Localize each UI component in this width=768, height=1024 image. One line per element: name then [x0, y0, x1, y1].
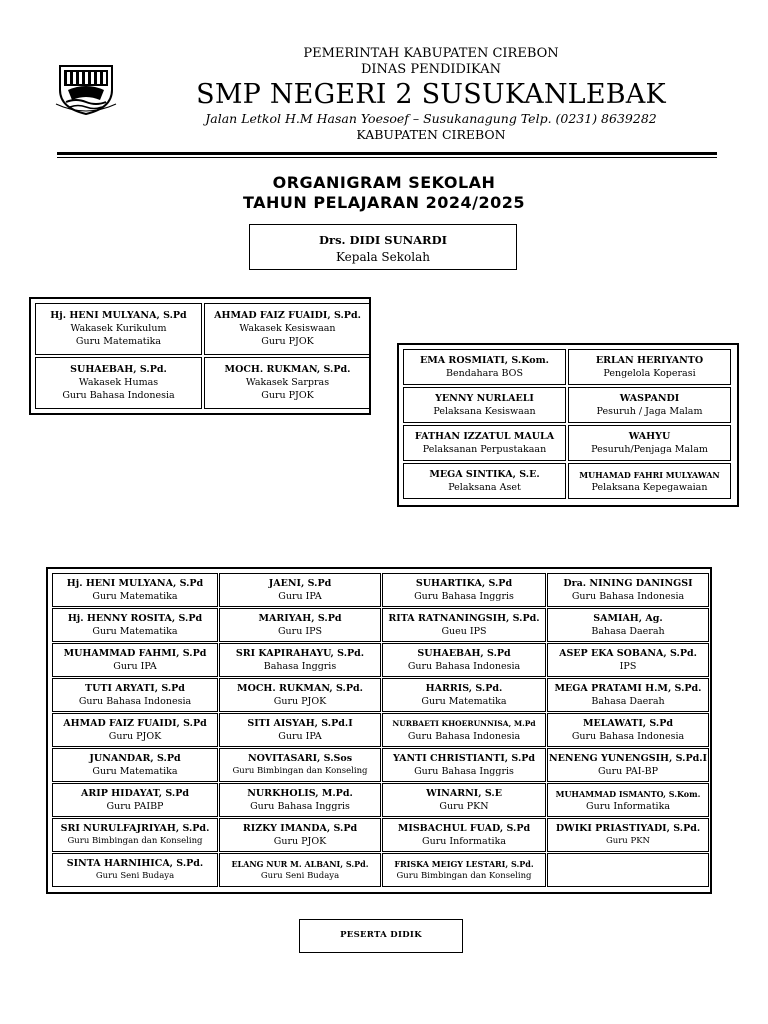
person-subject: Guru Matematika: [75, 336, 162, 347]
teacher-card: [219, 573, 381, 607]
person-role: Guru Matematika: [421, 695, 507, 707]
teacher-card: [52, 818, 218, 852]
person-role: Guru Matematika: [92, 765, 178, 777]
person-role: Guru Bahasa Indonesia: [78, 695, 192, 707]
person-role: Pelaksana Kesiswaan: [433, 405, 536, 417]
person-name: JUNANDAR, S.Pd: [89, 752, 181, 764]
person-name: SITI AISYAH, S.Pd.I: [247, 717, 353, 729]
person-role: Guru Bahasa Inggris: [250, 800, 350, 812]
person-subject: Guru PJOK: [261, 390, 314, 401]
person-role: Guru Bahasa Inggris: [414, 765, 514, 777]
teacher-card: [52, 608, 218, 642]
teacher-group: [46, 567, 712, 894]
person-role: Guru PKN: [439, 800, 489, 812]
teacher-card: [547, 713, 709, 747]
header-address: Jalan Letkol H.M Hasan Yoesoef – Susukanagung Telp. (0231) 8639282: [205, 111, 657, 126]
administration-staff-group: [397, 343, 739, 507]
person-name: NENENG YUNENGSIH, S.Pd.I: [548, 752, 707, 764]
person-role: Wakasek Kesiswaan: [239, 323, 336, 334]
person-role: Gueu IPS: [441, 625, 487, 637]
header-government: PEMERINTAH KABUPATEN CIREBON: [303, 46, 559, 61]
vice-principal-card: [35, 303, 202, 355]
person-name: AHMAD FAIZ FUAIDI, S.Pd.: [214, 310, 361, 321]
staff-card: [568, 387, 731, 423]
person-name: SUHAEBAH, S.Pd.: [70, 364, 167, 375]
header-divider-thin: [57, 157, 717, 158]
person-name: NOVITASARI, S.Sos: [247, 752, 353, 764]
person-name: RIZKY IMANDA, S.Pd: [242, 822, 358, 834]
teacher-card: [547, 783, 709, 817]
person-role: Wakasek Sarpras: [245, 377, 330, 388]
person-role: Bendahara BOS: [446, 367, 523, 379]
person-name: ELANG NUR M. ALBANI, S.Pd.: [231, 858, 369, 869]
teacher-card: [382, 748, 546, 782]
teacher-card: [52, 678, 218, 712]
person-name: Hj. HENNY ROSITA, S.Pd: [67, 612, 203, 624]
teacher-card: [382, 678, 546, 712]
person-role: Guru IPA: [278, 730, 322, 742]
teacher-card: [219, 818, 381, 852]
teacher-card: [382, 643, 546, 677]
person-role: Guru IPS: [277, 625, 323, 637]
person-role: Wakasek Kurikulum: [70, 323, 167, 334]
person-name: YANTI CHRISTIANTI, S.Pd: [392, 752, 536, 764]
person-name: RITA RATNANINGSIH, S.Pd.: [388, 612, 540, 624]
teacher-card: [547, 643, 709, 677]
header-regency: KABUPATEN CIREBON: [356, 127, 506, 142]
person-name: MUHAMMAD FAHMI, S.Pd: [63, 647, 207, 659]
person-role: Guru Bimbingan dan Konseling: [232, 765, 368, 776]
person-name: MUHAMAD FAHRI MULYAWAN: [579, 469, 720, 480]
person-name: EMA ROSMIATI, S.Kom.: [420, 354, 549, 366]
person-name: SAMIAH, Ag.: [593, 612, 663, 624]
teacher-card: [382, 853, 546, 887]
person-role: Guru Bahasa Indonesia: [571, 730, 685, 742]
person-name: SRI NURULFAJRIYAH, S.Pd.: [60, 822, 210, 834]
person-name: MEGA SINTIKA, S.E.: [429, 468, 540, 480]
teacher-card: [52, 748, 218, 782]
person-role: Guru PAIBP: [106, 800, 164, 812]
person-role: Pelaksanan Perpustakaan: [422, 443, 547, 455]
person-role: Guru Bahasa Indonesia: [571, 590, 685, 602]
teacher-card: [382, 573, 546, 607]
principal-name: Drs. DIDI SUNARDI: [319, 233, 447, 247]
person-name: MOCH. RUKMAN, S.Pd.: [237, 682, 363, 694]
staff-card: [568, 463, 731, 499]
person-name: NURKHOLIS, M.Pd.: [247, 787, 353, 799]
principal-box: [249, 224, 517, 270]
person-name: WINARNI, S.E: [426, 787, 502, 799]
person-role: Guru Bimbingan dan Konseling: [67, 835, 203, 846]
teacher-card: [547, 608, 709, 642]
person-name: Hj. HENI MULYANA, S.Pd: [66, 577, 204, 589]
document-title: ORGANIGRAM SEKOLAH: [272, 173, 496, 192]
person-role: Guru Bimbingan dan Konseling: [396, 870, 532, 881]
person-role: Guru Matematika: [92, 625, 178, 637]
person-name: Dra. NINING DANINGSI: [563, 577, 693, 589]
person-role: Guru PJOK: [273, 695, 327, 707]
person-role: Guru IPA: [278, 590, 322, 602]
teacher-card: [52, 573, 218, 607]
person-role: Pesuruh/Penjaga Malam: [591, 443, 708, 455]
person-role: Pelaksana Aset: [448, 481, 521, 493]
person-name: MISBACHUL FUAD, S.Pd: [397, 822, 531, 834]
person-name: ASEP EKA SOBANA, S.Pd.: [559, 647, 697, 659]
teacher-card: [219, 678, 381, 712]
person-subject: Guru PJOK: [261, 336, 314, 347]
person-role: Guru Bahasa Indonesia: [407, 730, 521, 742]
teacher-card: [219, 853, 381, 887]
teacher-card: [219, 608, 381, 642]
staff-card: [568, 425, 731, 461]
vice-principal-card: [204, 303, 371, 355]
person-name: SUHAEBAH, S.Pd: [417, 647, 511, 659]
person-role: Wakasek Humas: [78, 377, 159, 388]
person-name: ARIP HIDAYAT, S.Pd: [81, 787, 189, 799]
teacher-grid: [52, 573, 706, 887]
principal-role: Kepala Sekolah: [336, 250, 430, 264]
person-role: Guru Seni Budaya: [95, 870, 175, 881]
school-emblem-icon: [54, 60, 118, 116]
person-name: TUTI ARYATI, S.Pd: [85, 682, 185, 694]
person-name: Hj. HENI MULYANA, S.Pd: [50, 310, 187, 321]
staff-card: [403, 425, 566, 461]
person-name: FATHAN IZZATUL MAULA: [414, 430, 555, 442]
person-name: HARRIS, S.Pd.: [425, 682, 503, 694]
letterhead: [0, 0, 768, 160]
teacher-card: [219, 748, 381, 782]
person-name: DWIKI PRIASTIYADI, S.Pd.: [555, 822, 701, 834]
person-name: NURBAETI KHOERUNNISA, M.Pd: [392, 718, 536, 728]
person-name: MEGA PRATAMI H.M, S.Pd.: [554, 682, 702, 694]
teacher-card: [219, 643, 381, 677]
document-subtitle: TAHUN PELAJARAN 2024/2025: [242, 193, 526, 212]
person-name: WASPANDI: [619, 392, 680, 404]
teacher-card: [52, 713, 218, 747]
teacher-card: [382, 783, 546, 817]
staff-card: [403, 463, 566, 499]
person-role: Pengelola Koperasi: [603, 367, 696, 379]
vice-principal-card: [204, 357, 371, 409]
person-name: SINTA HARNIHICA, S.Pd.: [66, 857, 204, 869]
person-name: MELAWATI, S.Pd: [583, 717, 673, 729]
students-box: PESERTA DIDIK: [299, 919, 463, 953]
person-name: MOCH. RUKMAN, S.Pd.: [224, 364, 351, 375]
teacher-card: [52, 853, 218, 887]
teacher-card: [382, 818, 546, 852]
person-name: JAENI, S.Pd: [268, 577, 332, 589]
teacher-card-empty: [547, 853, 709, 887]
teacher-card: [382, 713, 546, 747]
person-role: Guru IPA: [113, 660, 157, 672]
person-name: YENNY NURLAELI: [435, 392, 534, 404]
person-role: Pelaksana Kepegawaian: [591, 481, 708, 493]
teacher-card: [52, 643, 218, 677]
person-role: Guru Informatika: [422, 835, 506, 847]
person-role: Guru PJOK: [108, 730, 162, 742]
person-name: ERLAN HERIYANTO: [595, 354, 704, 366]
header-school-name: SMP NEGERI 2 SUSUKANLEBAK: [196, 79, 666, 110]
staff-card: [403, 387, 566, 423]
staff-card: [568, 349, 731, 385]
person-role: Guru Bahasa Inggris: [414, 590, 514, 602]
teacher-card: [547, 573, 709, 607]
person-role: Guru Matematika: [92, 590, 178, 602]
vice-principal-card: [35, 357, 202, 409]
teacher-card: [382, 608, 546, 642]
person-role: Guru PJOK: [273, 835, 327, 847]
teacher-card: [219, 783, 381, 817]
teacher-card: [547, 678, 709, 712]
person-name: WAHYU: [628, 430, 671, 442]
teacher-card: [547, 818, 709, 852]
person-role: Guru PKN: [605, 835, 650, 846]
header-department: DINAS PENDIDIKAN: [360, 62, 502, 77]
person-role: Pesuruh / Jaga Malam: [596, 405, 703, 417]
person-name: SUHARTIKA, S.Pd: [415, 577, 513, 589]
person-role: Guru Bahasa Indonesia: [407, 660, 521, 672]
teacher-card: [219, 713, 381, 747]
person-name: AHMAD FAIZ FUAIDI, S.Pd: [63, 717, 207, 729]
teacher-card: [547, 748, 709, 782]
person-role: Bahasa Daerah: [591, 625, 665, 637]
person-role: Guru Informatika: [586, 800, 670, 812]
person-role: Guru PAI-BP: [597, 765, 659, 777]
vice-principal-group: [29, 297, 371, 415]
person-name: MUHAMMAD ISMANTO, S.Kom.: [555, 788, 701, 799]
person-name: SRI KAPIRAHAYU, S.Pd.: [235, 647, 365, 659]
person-role: Guru Seni Budaya: [260, 870, 340, 881]
header-divider-thick: [57, 152, 717, 155]
person-name: MARIYAH, S.Pd: [258, 612, 342, 624]
teacher-card: [52, 783, 218, 817]
person-subject: Guru Bahasa Indonesia: [62, 390, 175, 401]
person-role: Bahasa Daerah: [591, 695, 665, 707]
person-role: IPS: [619, 660, 637, 672]
person-name: FRISKA MEIGY LESTARI, S.Pd.: [394, 858, 534, 869]
staff-card: [403, 349, 566, 385]
person-role: Bahasa Inggris: [263, 660, 337, 672]
